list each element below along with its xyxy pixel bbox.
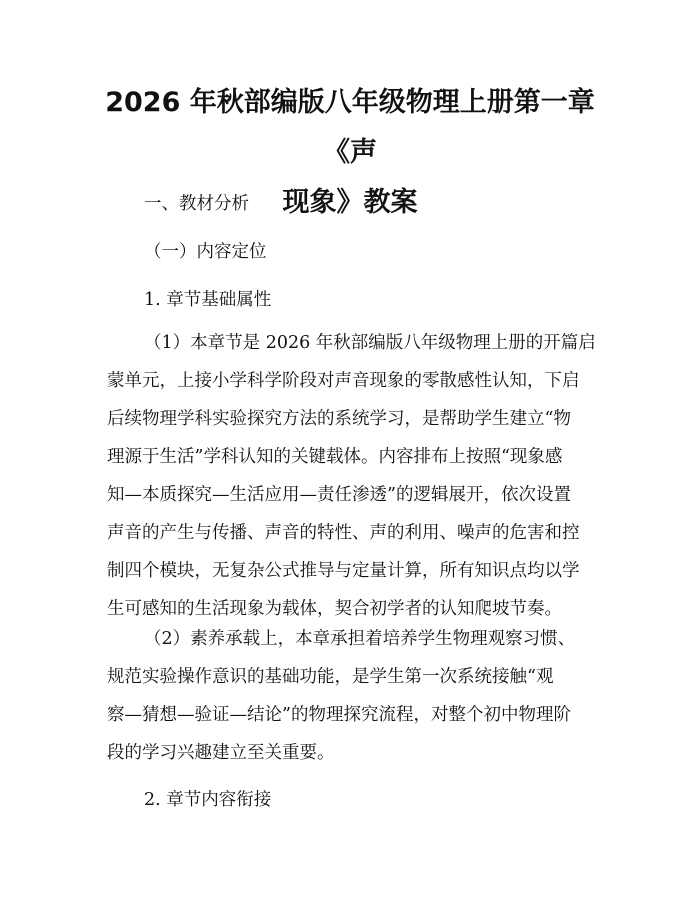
paragraph-1 — [107, 324, 602, 628]
paragraph-2-line: （2）素养承载上，本章承担着培养学生物理观察习惯、 — [144, 629, 576, 649]
subsection-heading: （一）内容定位 — [144, 242, 267, 262]
paragraph-1-line: 制四个模块，无复杂公式推导与定量计算，所有知识点均以学 — [107, 561, 580, 581]
paragraph-1-line: 后续物理学科实验探究方法的系统学习，是帮助学生建立“物 — [107, 409, 571, 429]
paragraph-2-line: 察—猜想—验证—结论”的物理探究流程，对整个初中物理阶 — [107, 705, 571, 725]
paragraph-1-line: 生可感知的生活现象为载体，契合初学者的认知爬坡节奏。 — [107, 599, 562, 619]
section-heading: 一、教材分析 — [144, 194, 249, 214]
paragraph-1-line: 声音的产生与传播、声音的特性、声的利用、噪声的危害和控 — [107, 523, 580, 543]
paragraph-1-line: 蒙单元，上接小学科学阶段对声音现象的零散感性认知，下启 — [107, 371, 580, 391]
paragraph-1-line: （1）本章节是 2026 年秋部编版八年级物理上册的开篇启 — [144, 333, 596, 353]
paragraph-1-line: 理源于生活”学科认知的关键载体。内容排布上按照“现象感 — [107, 447, 563, 467]
paragraph-2-line: 规范实验操作意识的基础功能，是学生第一次系统接触“观 — [107, 667, 554, 687]
title-line-2: 现象》教案 — [282, 187, 418, 218]
paragraph-2-line: 段的学习兴趣建立至关重要。 — [107, 743, 335, 763]
paragraph-2 — [107, 620, 602, 772]
item-heading-1: 1. 章节基础属性 — [144, 290, 272, 310]
paragraph-1-line: 知—本质探究—生活应用—责任渗透”的逻辑展开，依次设置 — [107, 485, 571, 505]
title-line-1: 2026 年秋部编版八年级物理上册第一章《声 — [105, 87, 595, 168]
item-heading-2: 2. 章节内容衔接 — [144, 790, 272, 810]
